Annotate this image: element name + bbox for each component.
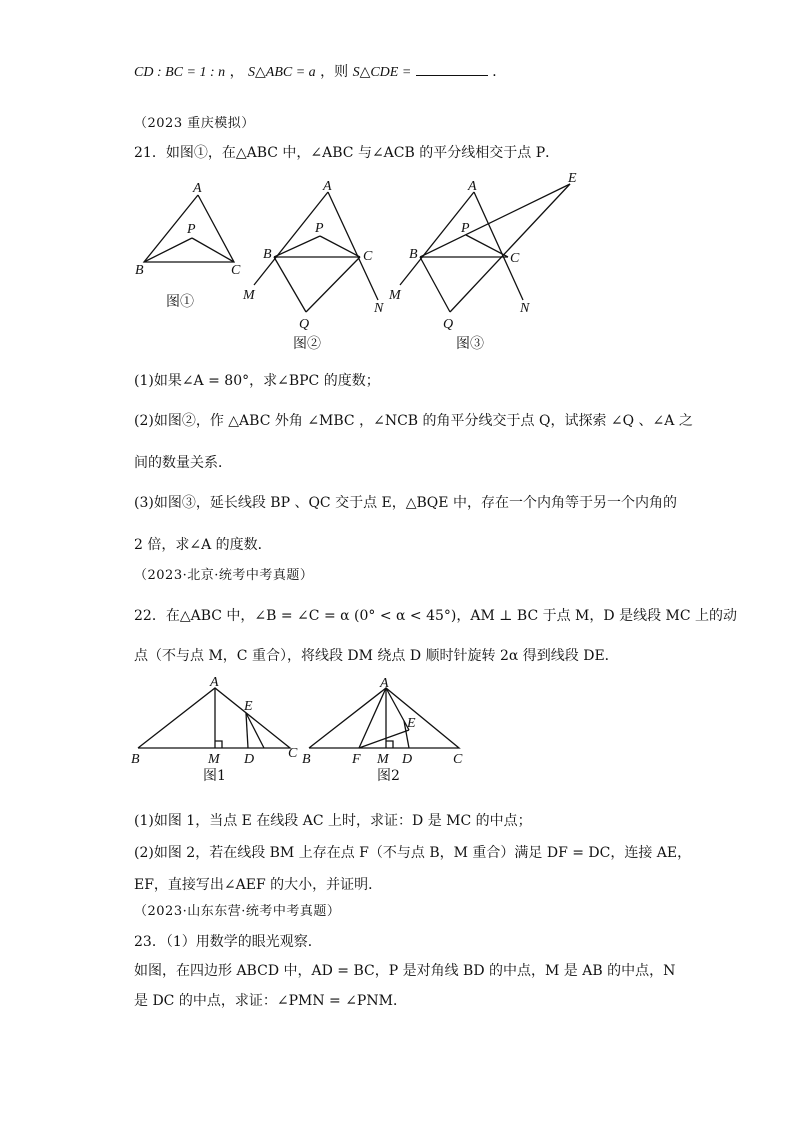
fig22-2-label-E: E xyxy=(407,716,416,731)
q22-stem1: 22．在△ABC 中，∠B = ∠C = α (0° < α < 45°)，AM ⊥ BC 于点 M，D 是线段 MC 上的动 xyxy=(134,608,738,624)
fig22-1-label-M: M xyxy=(208,752,220,767)
fig2-label-B: B xyxy=(263,247,272,262)
fig2-label-Q: Q xyxy=(299,317,310,332)
fig22-1-caption: 图1 xyxy=(203,768,226,784)
fig3-label-E: E xyxy=(568,171,577,186)
fig22-2-label-C: C xyxy=(453,752,463,767)
fig3-label-M: M xyxy=(389,288,401,303)
fig2-label-P: P xyxy=(315,221,324,236)
fig3-label-Q: Q xyxy=(443,317,454,332)
fig3-label-C: C xyxy=(510,251,520,266)
fig1-label-C: C xyxy=(231,263,241,278)
fig3-label-P: P xyxy=(461,221,470,236)
fig22-2-label-D: D xyxy=(402,752,413,767)
q21-part3a: (3)如图③，延长线段 BP 、QC 交于点 E，△BQE 中，存在一个内角等于另一个内角的 xyxy=(134,495,677,511)
source-q23: （2023·山东东营·统考中考真题） xyxy=(134,904,341,919)
fig22-1-label-E: E xyxy=(244,699,253,714)
fig2-label-M: M xyxy=(243,288,255,303)
fig22-1-label-C: C xyxy=(288,746,298,761)
q23-line1: 如图，在四边形 ABCD 中，AD = BC，P 是对角线 BD 的中点，M 是 AB 的中点，N xyxy=(134,963,676,979)
q22-part1: (1)如图 1，当点 E 在线段 AC 上时，求证：D 是 MC 的中点； xyxy=(134,813,532,829)
fig3-label-A: A xyxy=(468,179,477,194)
ze-text: ，则 xyxy=(320,64,349,80)
fig3-label-N: N xyxy=(520,301,530,316)
area-ask: S△CDE = xyxy=(352,65,412,80)
figure-3 xyxy=(400,184,570,312)
fig22-1-label-B: B xyxy=(131,752,140,767)
ratio-text: CD : BC = 1 : n xyxy=(134,65,226,80)
q21-part2a: (2)如图②，作 △ABC 外角 ∠MBC ，∠NCB 的角平分线交于点 Q，试探索 ∠Q 、∠A 之 xyxy=(134,413,693,429)
fig22-2-label-M: M xyxy=(377,752,389,767)
q22-part2a: (2)如图 2，若在线段 BM 上存在点 F（不与点 B，M 重合）满足 DF = DC，连接 AE， xyxy=(134,845,692,861)
fig22-2-caption: 图2 xyxy=(377,768,400,784)
figure-2 xyxy=(254,192,378,312)
source-q21: （2023 重庆模拟） xyxy=(134,116,255,131)
fig1-label-B: B xyxy=(135,263,144,278)
fig22-1-label-A: A xyxy=(210,675,219,690)
figure-22-1 xyxy=(138,688,290,748)
comma: ， xyxy=(229,64,244,80)
fig3-label-B: B xyxy=(409,247,418,262)
source-q22: （2023·北京·统考中考真题） xyxy=(134,568,314,583)
fig22-2-label-B: B xyxy=(302,752,311,767)
q23-line2: 是 DC 的中点，求证：∠PMN = ∠PNM． xyxy=(134,993,407,1009)
fig2-label-C: C xyxy=(363,249,373,264)
fig2-label-A: A xyxy=(323,179,332,194)
q21-part2b: 间的数量关系． xyxy=(134,455,232,471)
q23-stem: 23．（1）用数学的眼光观察． xyxy=(134,934,322,950)
fig22-2-label-A: A xyxy=(380,676,389,691)
fig1-label-P: P xyxy=(187,222,196,237)
fig3-caption: 图③ xyxy=(456,336,484,352)
figure-22-2 xyxy=(309,688,459,748)
q22-part2b: EF，直接写出∠AEF 的大小，并证明． xyxy=(134,877,383,893)
q21-part3b: 2 倍，求∠A 的度数． xyxy=(134,537,272,553)
area-given: S△ABC = a xyxy=(248,65,316,80)
fig22-2-label-F: F xyxy=(352,752,361,767)
fig1-caption: 图① xyxy=(166,294,194,310)
fig2-caption: 图② xyxy=(293,336,321,352)
fig2-label-N: N xyxy=(374,301,384,316)
period: ． xyxy=(492,64,507,80)
q22-stem2: 点（不与点 M，C 重合），将线段 DM 绕点 D 顺时针旋转 2α 得到线段 DE． xyxy=(134,648,619,664)
fig1-label-A: A xyxy=(193,181,202,196)
q21-stem: 21．如图①，在△ABC 中，∠ABC 与∠ACB 的平分线相交于点 P． xyxy=(134,145,560,161)
fig22-1-label-D: D xyxy=(244,752,255,767)
q21-part1: (1)如果∠A = 80°，求∠BPC 的度数； xyxy=(134,373,380,389)
